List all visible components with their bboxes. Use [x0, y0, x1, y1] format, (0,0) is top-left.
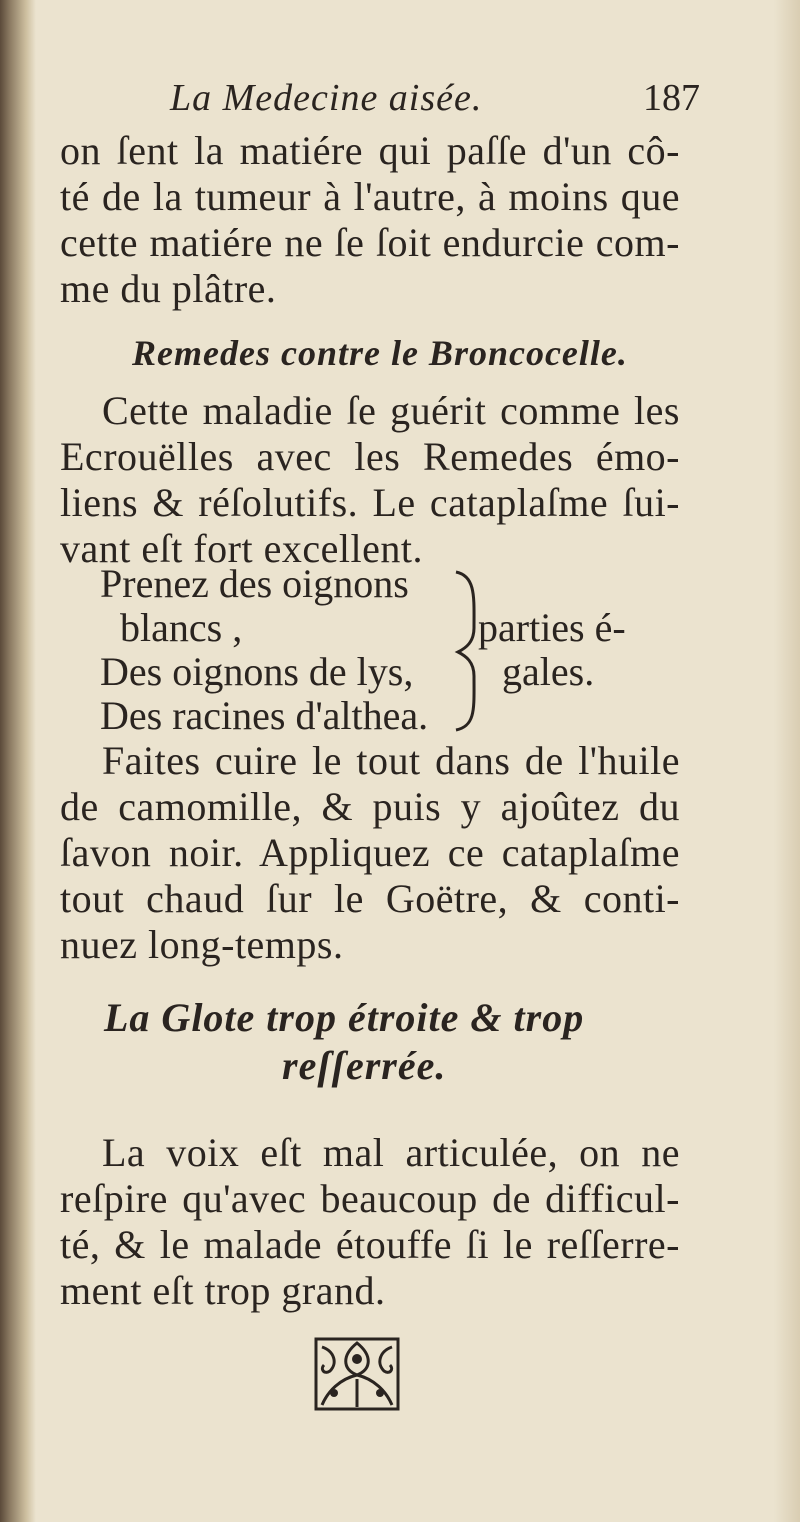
ingredient: Des racines d'althea. — [100, 693, 429, 738]
page-gutter-shadow — [0, 0, 36, 1522]
text-line: Ecrouëlles avec les Remedes émo- — [60, 434, 680, 479]
page-number: 187 — [643, 77, 700, 119]
text-line: me du plâtre. — [60, 266, 277, 311]
text-line: té, & le malade étouffe ſi le reſſerre- — [60, 1222, 680, 1267]
recipe-note: gales. — [502, 649, 595, 694]
text-line: cette matiére ne ſe ſoit endurcie com- — [60, 220, 680, 265]
text-line: reſpire qu'avec beaucoup de difficul- — [60, 1176, 680, 1221]
section-heading-glote-line2: reſſerrée. — [282, 1043, 447, 1088]
paragraph-1 — [60, 128, 680, 312]
section-heading-glote-line1: La Glote trop étroite & trop — [104, 995, 585, 1040]
ingredient: Prenez des oignons — [100, 561, 409, 606]
paragraph-3 — [60, 738, 680, 968]
text-line: vant eſt fort excellent. — [60, 526, 423, 571]
paragraph-4 — [60, 1130, 680, 1314]
text-line: de camomille, & puis y ajoûtez du — [60, 784, 680, 829]
text-line: tout chaud ſur le Goëtre, & conti- — [60, 876, 680, 921]
text-line: té de la tumeur à l'autre, à moins que — [60, 174, 680, 219]
text-line: Faites cuire le tout dans de l'huile — [102, 738, 680, 783]
recipe-note: parties é- — [478, 605, 626, 650]
ingredient: blancs , — [120, 605, 243, 650]
text-line: Cette maladie ſe guérit comme les — [102, 388, 680, 433]
text-line: on ſent la matiére qui paſſe d'un cô- — [60, 128, 680, 173]
running-head — [170, 76, 700, 126]
page-edge — [774, 0, 800, 1522]
paragraph-2 — [60, 388, 680, 572]
section-heading-broncocelle: Remedes contre le Broncocelle. — [132, 333, 628, 373]
ingredient: Des oignons de lys, — [100, 649, 414, 694]
text-line: ment eſt trop grand. — [60, 1268, 386, 1313]
text-line: La voix eſt mal articulée, on ne — [102, 1130, 680, 1175]
text-line: ſavon noir. Appliquez ce cataplaſme — [60, 830, 680, 875]
text-line: liens & réſolutifs. Le cataplaſme ſui- — [60, 480, 680, 525]
recipe-block — [60, 562, 680, 737]
text-line: nuez long-temps. — [60, 922, 344, 967]
curly-brace-icon — [448, 568, 508, 733]
fleuron-ornament-icon — [312, 1335, 402, 1413]
running-head-title: La Medecine aisée. — [170, 77, 483, 119]
